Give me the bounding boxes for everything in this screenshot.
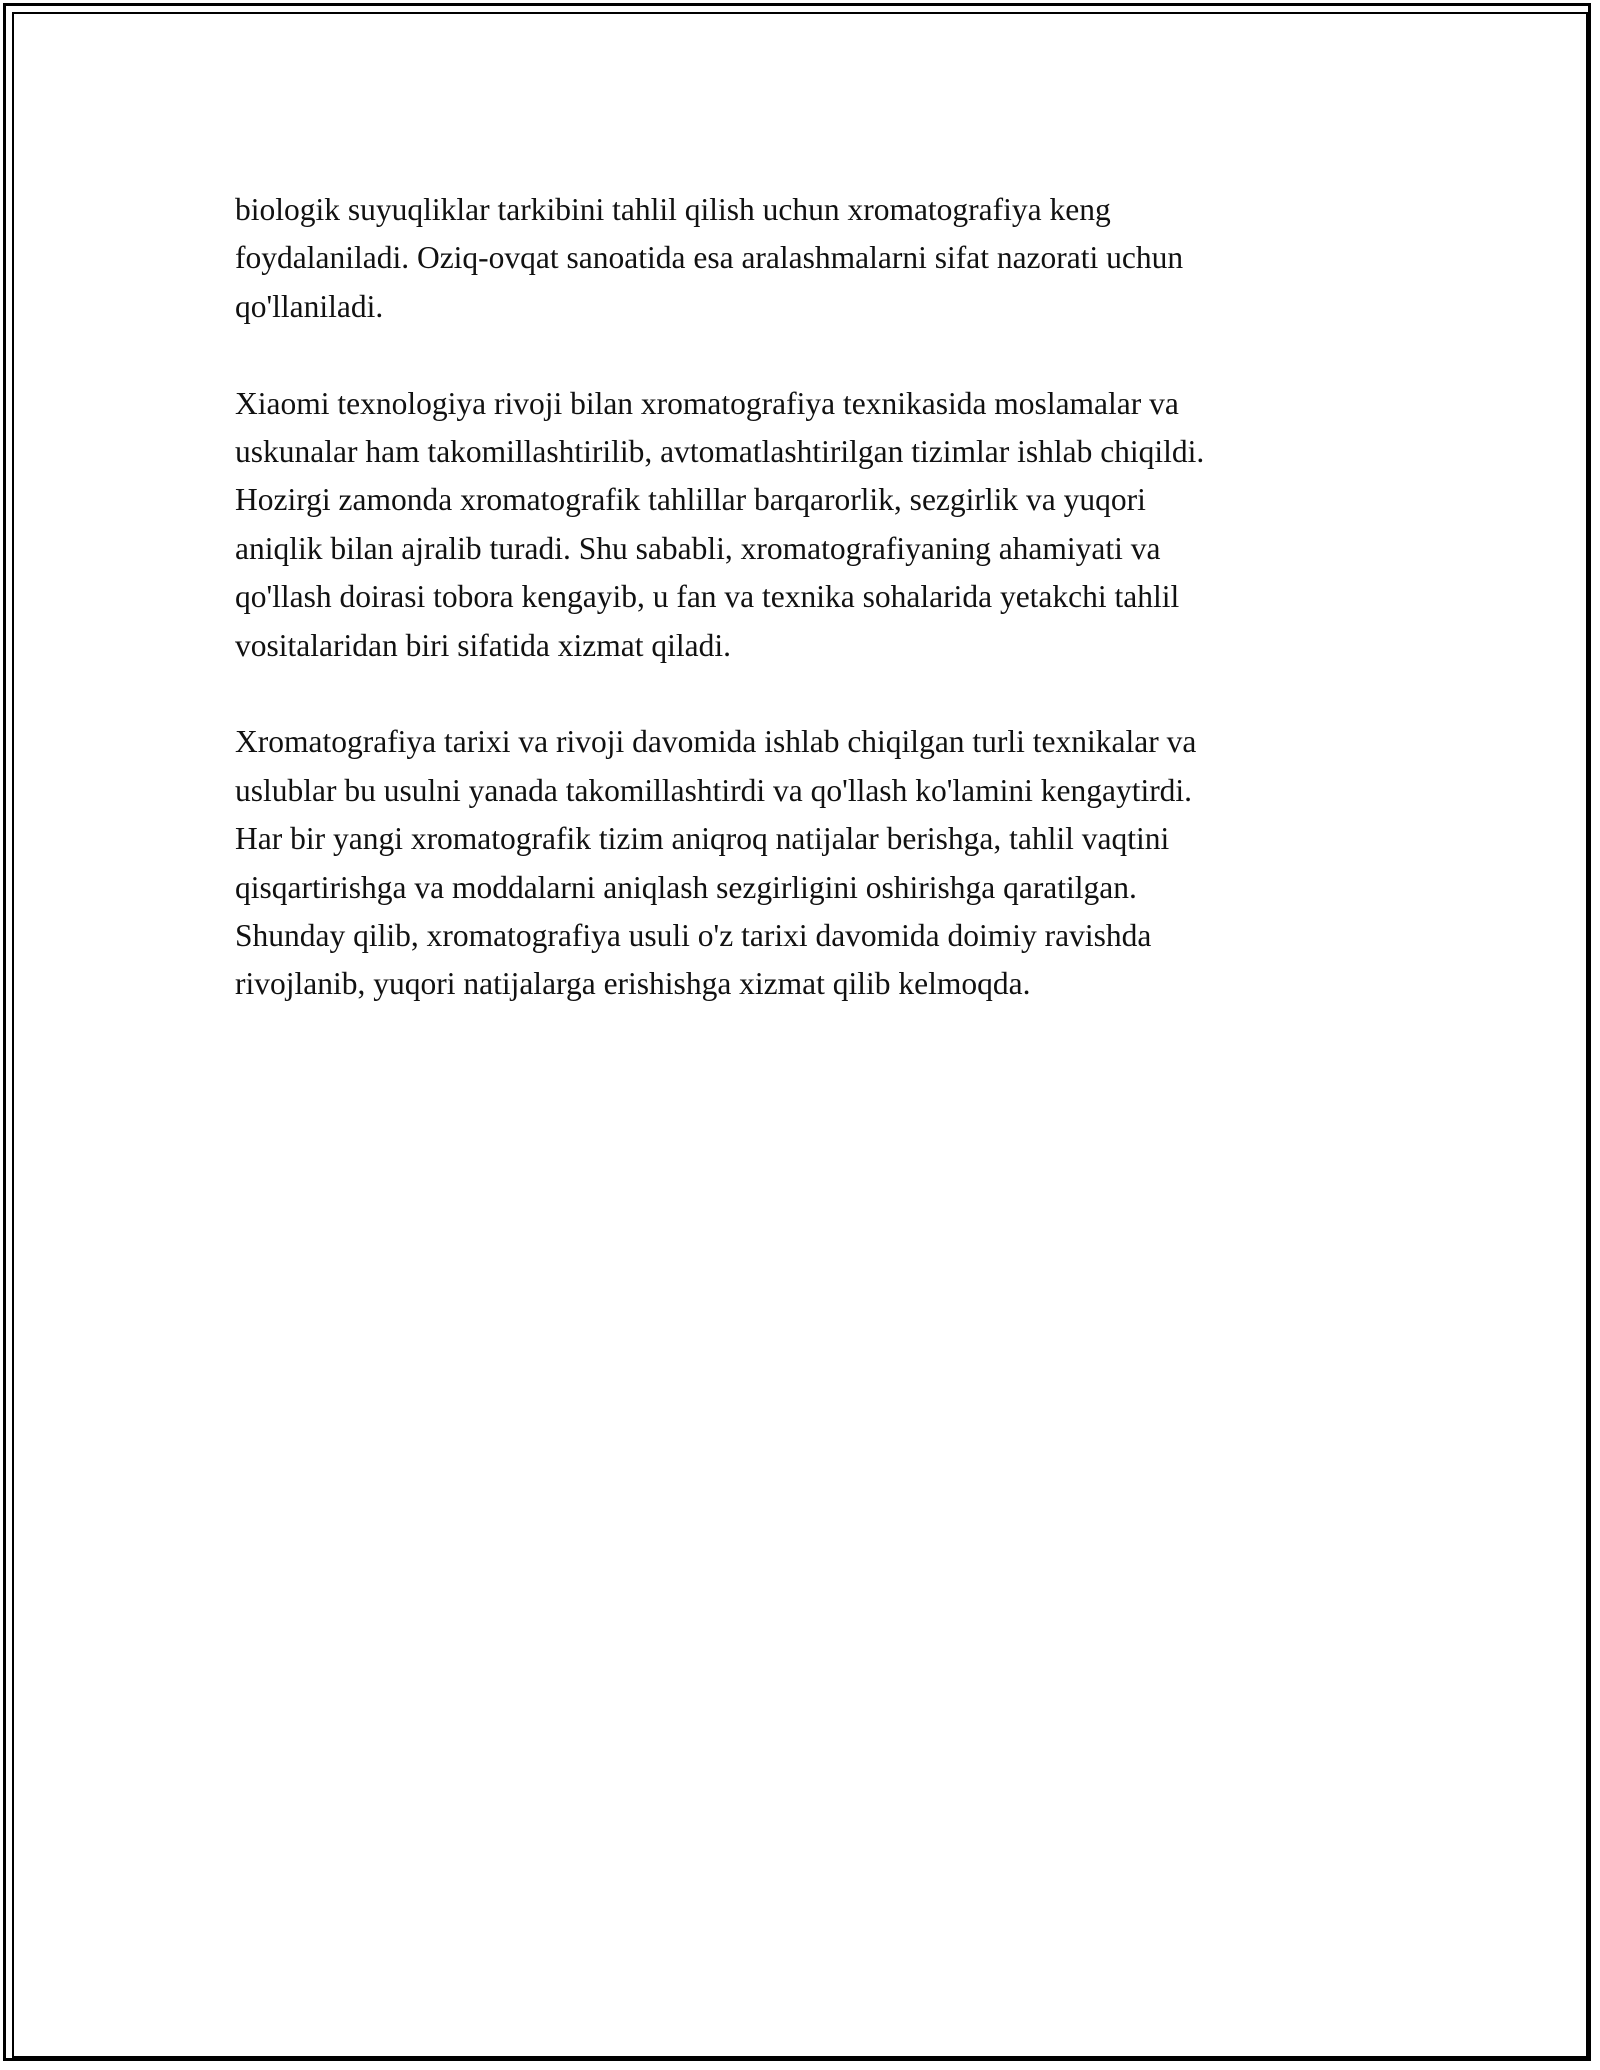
text-line: aniqlik bilan ajralib turadi. Shu sababli, xromatografiyaning ahamiyati va [235, 530, 1161, 566]
paragraph-2 [235, 380, 1385, 670]
paragraph-1 [235, 186, 1385, 331]
text-line: qisqartirishga va moddalarni aniqlash sezgirligini oshirishga qaratilgan. [235, 869, 1137, 905]
text-line: Shunday qilib, xromatografiya usuli o'z tarixi davomida doimiy ravishda [235, 918, 1152, 954]
text-line: uskunalar ham takomillashtirilib, avtomatlashtirilgan tizimlar ishlab chiqildi. [235, 434, 1205, 470]
text-line: Xromatografiya tarixi va rivoji davomida ishlab chiqilgan turli texnikalar va [235, 724, 1197, 760]
text-line: qo'llash doirasi tobora kengayib, u fan va texnika sohalarida yetakchi tahlil [235, 579, 1180, 615]
text-line: uslublar bu usulni yanada takomillashtirdi va qo'llash ko'lamini kengaytirdi. [235, 772, 1193, 808]
text-line: vositalaridan biri sifatida xizmat qiladi. [235, 627, 731, 663]
text-line: Xiaomi texnologiya rivoji bilan xromatografiya texnikasida moslamalar va [235, 385, 1179, 421]
page-body [235, 186, 1385, 1057]
text-line: qo'llaniladi. [235, 288, 384, 324]
paragraph-3 [235, 718, 1385, 1008]
text-line: Hozirgi zamonda xromatografik tahlillar barqarorlik, sezgirlik va yuqori [235, 482, 1146, 518]
text-line: Har bir yangi xromatografik tizim aniqroq natijalar berishga, tahlil vaqtini [235, 821, 1170, 857]
text-line: biologik suyuqliklar tarkibini tahlil qilish uchun xromatografiya keng [235, 192, 1111, 227]
text-line: rivojlanib, yuqori natijalarga erishishga xizmat qilib kelmoqda. [235, 966, 1031, 1002]
text-line: foydalaniladi. Oziq-ovqat sanoatida esa aralashmalarni sifat nazorati uchun [235, 240, 1184, 276]
